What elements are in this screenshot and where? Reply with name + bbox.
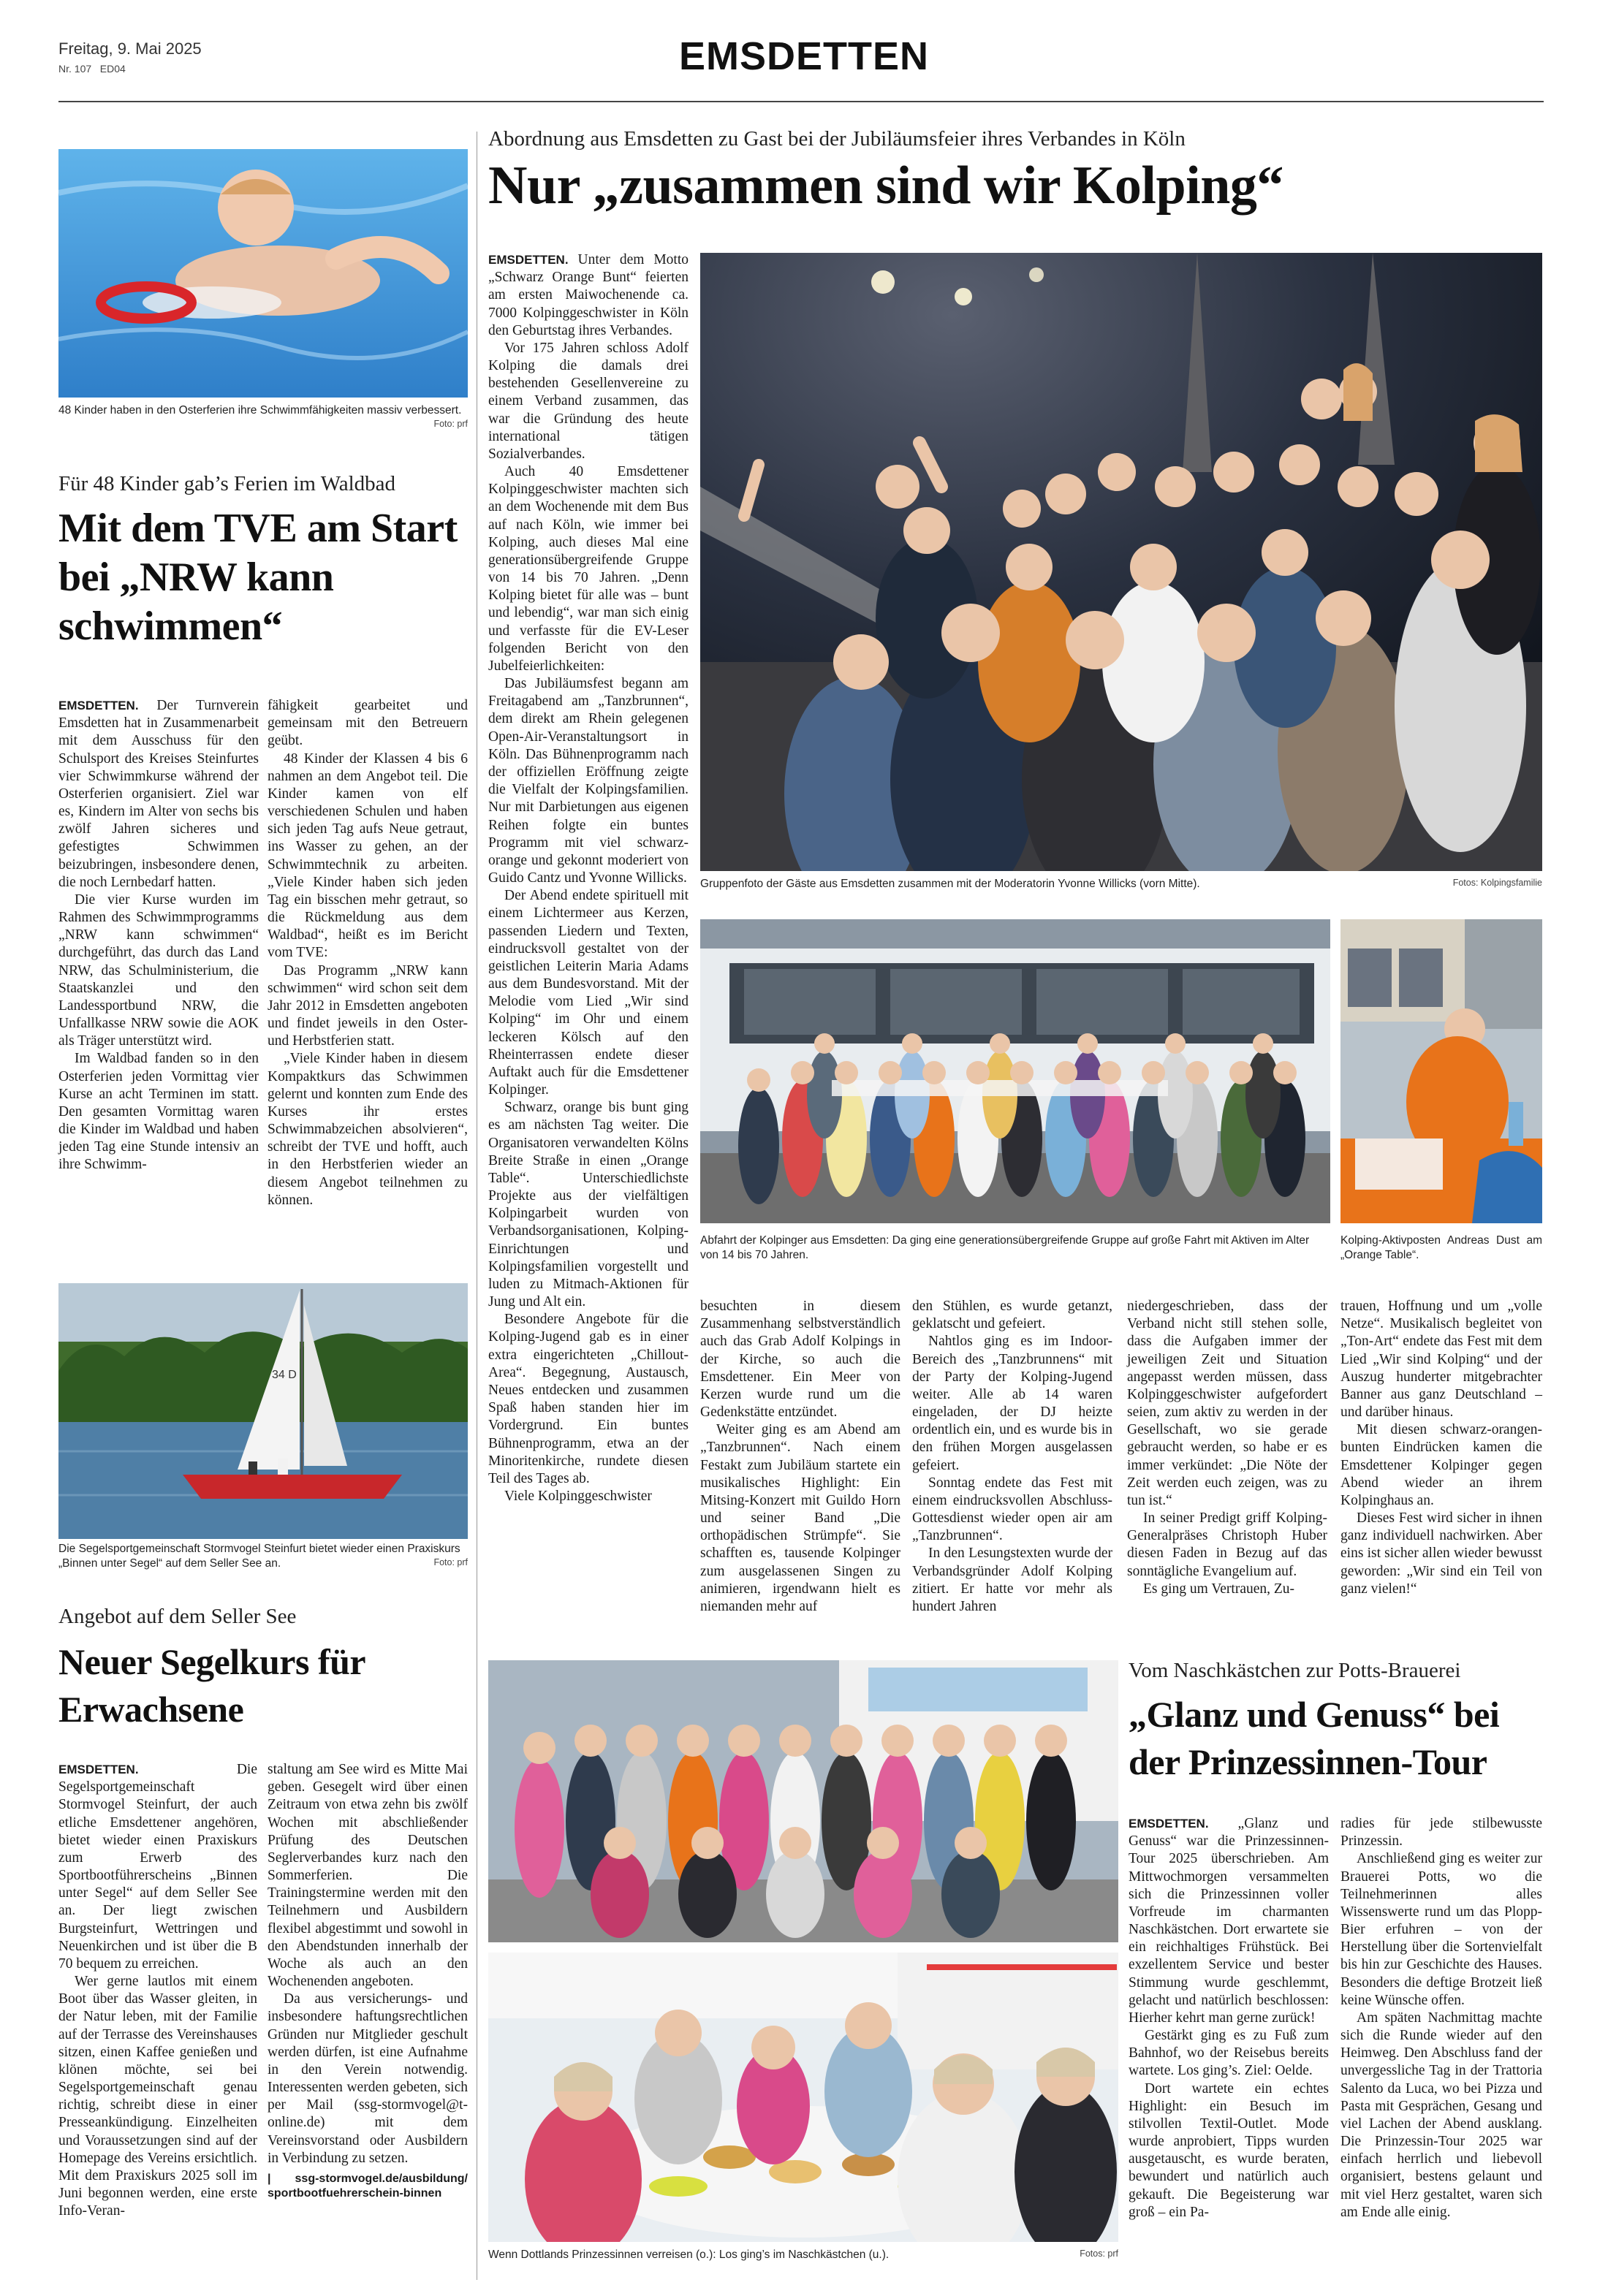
kolping-paragraph: Nahtlos ging es im Indoor-Bereich des „Tanzbrunnens“ mit der Party der Kolping-Jugend weiter. Alle ab 14 waren eingeladen, der DJ heizte ordentlich ein, und es wurde bis in den frühen Morgen ausgelassen gefeiert. <box>912 1334 1112 1473</box>
kolping-body-narrow <box>488 251 689 1505</box>
kolping-paragraph: Das Jubiläumsfest begann am Freitagabend am „Tanzbrunnen“, dem direkt am Rhein gelegenen Open-Air-Veranstaltungsort in Köln. Das Bühnenprogramm nach der offiziellen Eröffnung zeigte die Vielfalt der Kolpingsfamilien. Nur mit Darbietungen aus eigenen Reihen folgte ein buntes Programm mit viel schwarz-orange und gekonnt moderiert von Guido Cantz und Yvonne Willicks. <box>488 676 689 886</box>
kolping-bus-photo <box>700 919 1330 1223</box>
kolping-body-b3 <box>1127 1298 1327 1598</box>
swim-body-col1 <box>58 697 259 1174</box>
sail-paragraph: Die Segelsportgemeinschaft Stormvogel Steinfurt, der auch etliche Emsdettener angehören, bietet wieder einen Praxiskurs zum Erwerb des Sportbootführerscheins „Binnen unter Segel“ auf dem Seller See an. Der liegt zwischen Burgsteinfurt, Wettringen und Neuenkirchen und ist über die B 70 bequem zu erreichen. <box>58 1762 257 1972</box>
kolping-paragraph: trauen, Hoffnung und um „volle Netze“. Musikalisch begleitet von „Ton-Art“ endete das Fest mit dem Lied „Wir sind Kolping“ und der Auszug hunderter mitgebrachter Banner aus ganz Deutschland – und darüber hinaus. <box>1340 1299 1542 1421</box>
kolping-paragraph: Der Abend endete spirituell mit einem Lichtermeer aus Kerzen, passenden Liedern und Texten, eindrucksvoll gestaltet von der geistlichen Leiterin Maria Adams aus dem Bundesvorstand. Mit der Melodie vom Lied „Wir sind Kolping“ im Ohr und einem leckeren Kölsch auf den Rheinterrassen endete dieser Auftakt auch für die Emsdettener Kolpinger. <box>488 888 689 1098</box>
prinzess-kicker: Vom Naschkästchen zur Potts-Brauerei <box>1129 1659 1461 1682</box>
kolping-paragraph: besuchten in diesem Zusammenhang selbstverständlich auch das Grab Adolf Kolpings in der Kirche, so auch die Emsdettener. Ein Meer von Kerzen wurde rund um die Gedenkstätte entzündet. <box>700 1299 900 1421</box>
prinzess-body-col1 <box>1129 1815 1329 2221</box>
sail-paragraph: staltung am See wird es Mitte Mai geben. Gesegelt wird über einen Zeitraum von etwa zehn bis zwölf Wochen mit abschließender Prüfung des Deutschen Seglerverbandes kurz nach den Sommerferien. Die Trainingstermine werden mit den Teilnehmern und Ausbildern flexibel abgestimmt und sowohl in den Abendstunden innerhalb der Woche als auch an den Wochenenden angeboten. <box>268 1762 468 1990</box>
prinzess-paragraph: Dort wartete ein echtes Highlight: ein Besuch im stilvollen Textil-Outlet. Mode wurde anprobiert, Tipps wurden ausgetauscht, es wurde beraten, bewundert und natürlich auch gekauft. Die Begeisterung war groß – ein Pa- <box>1129 2080 1329 2220</box>
prinzess-paragraph: Anschließend ging es weiter zur Brauerei Potts, wo die Teilnehmerinnen alles Wissenswerte rund um das Plopp-Bier erfuhren – von der Herstellung über die Sortenvielfalt bis hin zur Geschichte des Hauses. Besonders die deftige Brotzeit ließ keine Wünsche offen. <box>1340 1851 1542 2008</box>
sail-number-text: 34 D <box>272 1369 297 1381</box>
kolping-paragraph: Sonntag endete das Fest mit einem eindrucksvollen Abschluss-Gottesdienst wieder open air am „Tanzbrunnen“. <box>912 1475 1112 1544</box>
swim-headline: Mit dem TVE am Start bei „NRW kann schwimmen“ <box>58 506 458 650</box>
sail-paragraph: Da aus versicherungs- und insbesondere haftungsrechtlichen Gründen nur Mitglieder geschult werden dürfen, ist eine Aufnahme in den Verein notwendig. Interessenten werden gebeten, sich per Mail (ssg-stormvogel@t-online.de) mit dem Vereinsvorstand oder Ausbildern in Verbindung zu setzen. <box>268 1991 468 2166</box>
kolping-group-photo <box>700 253 1542 871</box>
photo-credit: Foto: prf <box>433 1557 468 1568</box>
photo-credit: Fotos: Kolpingsfamilie <box>1452 878 1542 888</box>
swim-paragraph: Das Programm „NRW kann schwimmen“ wird schon seit dem Jahr 2012 in Emsdetten angeboten und findet jeweils in den Oster- und Herbstferien statt. <box>268 962 468 1049</box>
sail-body-col2 <box>268 1761 468 2201</box>
swim-paragraph: Die vier Kurse wurden im Rahmen des Schwimmprogramms „NRW kann schwimmen“ durchgeführt, das durch das Land NRW, das Schulministerium, die Staatskanzlei und den Landessportbund NRW, die Unfallkasse NRW sowie die AOK als Träger unterstützt wird. <box>58 892 259 1049</box>
section-title: EMSDETTEN <box>678 34 930 78</box>
masthead-issue: Nr. 107 ED04 <box>58 63 126 75</box>
photo-caption-text: 48 Kinder haben in den Osterferien ihre Schwimmfähigkeiten massiv verbessert. <box>58 404 462 417</box>
prinzess-body-col2 <box>1340 1815 1542 2221</box>
prinzess-paragraph: radies für jede stilbewusste Prinzessin. <box>1340 1816 1542 1850</box>
swim-paragraph: „Viele Kinder haben in diesem Kompaktkurs das Schwimmen gelernt und konnten zum Ende des Kurses ihr erstes Schwimmabzeichen absolvieren“, schreibt der TVE und hofft, auch in den Herbstferien wieder an diesem Angebot teilnehmen zu können. <box>268 1051 468 1208</box>
kolping-orange-table-photo <box>1340 919 1542 1223</box>
kolping-photo3-caption: Kolping-Aktivposten Andreas Dust am „Orange Table“. <box>1340 1234 1542 1262</box>
kolping-dateline: EMSDETTEN. <box>488 253 569 267</box>
kolping-paragraph: Besondere Angebote für die Kolping-Jugend gab es in einer extra eingerichteten „Chillout-Area“. Begegnung, Austausch, Neues entdecken und zusammen Spaß haben standen hier im Vordergrund. Ein buntes Bühnenprogramm, etwa an der Minoritenkirche, rundete diesen Teil des Tages ab. <box>488 1312 689 1486</box>
sail-photo-caption <box>58 1542 468 1571</box>
sail-kicker: Angebot auf dem Seller See <box>58 1605 297 1628</box>
prinzess-photo-caption <box>488 2248 1118 2262</box>
photo-credit: Foto: prf <box>433 419 468 430</box>
sail-photo <box>58 1283 468 1539</box>
swim-paragraph: Der Turnverein Emsdetten hat in Zusammenarbeit mit dem Ausschuss für den Schulsport des Kreises Steinfurtes vier Schwimmkurse während der Osterferien organisiert. Ziel war es, Kindern im Alter von sechs bis zwölf Jahren sicheres und gefestigtes Schwimmen beizubringen, insbesondere denen, die noch Lernbedarf hatten. <box>58 698 259 890</box>
prinzess-headline: „Glanz und Genuss“ bei der Prinzessinnen-Tour <box>1129 1694 1500 1782</box>
prinzess-paragraph: Am späten Nachmittag machte sich die Runde wieder auf den Heimweg. Den Abschluss fand der unvergessliche Tag in der Trattoria Salento da Luca, wo bei Pizza und Pasta mit Gesprächen, Gesang und viel Lachen der Abend ausklang. Die Prinzessin-Tour 2025 war einfach herrlich und liebevoll organisiert, bestens gelaunt und mit viel Herz gestaltet, waren sich am Ende alle einig. <box>1340 2010 1542 2220</box>
sail-headline: Neuer Segelkurs für Erwachsene <box>58 1641 365 1730</box>
swim-photo <box>58 149 468 398</box>
kolping-headline: Nur „zusammen sind wir Kolping“ <box>488 156 1283 216</box>
prinzess-paragraph: „Glanz und Genuss“ war die Prinzessinnen-Tour 2025 überschrieben. Am Mittwochmorgen versammelten sich die Prinzessinnen voller Vorfreude im charmanten Naschkästchen. Dort erwartete sie ein reichhaltiges Frühstück. Bei exzellentem Service und bester Stimmung wurde geschlemmt, gelacht und natürlich beschlossen: Hierher kehrt man gerne zurück! <box>1129 1816 1329 2026</box>
kolping-paragraph: Schwarz, orange bis bunt ging es am nächsten Tag weiter. Die Organisatoren verwandelten Kölns Breite Straße in einen „Orange Table“. Unterschiedlichste Projekte aus der vielfältigen Kolpingarbeit wurden von Verbandsorganisationen, Kolping-Einrichtungen und Kolpingsfamilien vorgestellt und luden zu Mitmach-Aktionen für Jung und Alt ein. <box>488 1100 689 1310</box>
kolping-paragraph: Auch 40 Emsdettener Kolpinggeschwister machten sich an dem Wochenende mit dem Bus auf nach Köln, wie immer bei Kolping, auch dieses Mal eine generationsübergreifende Gruppe von 14 bis 70 Jahren. „Denn Kolping bietet für alle was – bunt und lebendig“, war man sich einig und verfasste für die EV-Leser folgenden Bericht von den Jubelfeierlichkeiten: <box>488 464 689 674</box>
masthead-date: Freitag, 9. Mai 2025 <box>58 39 202 58</box>
swim-paragraph: fähigkeit gearbeitet und gemeinsam mit den Betreuern geübt. <box>268 698 468 749</box>
kolping-paragraph: Unter dem Motto „Schwarz Orange Bunt“ feierten am ersten Maiwochenende ca. 7000 Kolpinggeschwister in Köln den Geburtstag ihres Verbandes. <box>488 252 689 338</box>
kolping-paragraph: Es ging um Vertrauen, Zu- <box>1143 1581 1295 1597</box>
kolping-paragraph: Viele Kolpinggeschwister <box>504 1489 652 1505</box>
sail-link[interactable]: | ssg-stormvogel.de/ausbildung/ sportbootfuehrerschein-binnen <box>268 2172 468 2200</box>
swim-body-col2 <box>268 697 468 1209</box>
swim-kicker: Für 48 Kinder gab’s Ferien im Waldbad <box>58 472 396 495</box>
kolping-paragraph: Weiter ging es am Abend am „Tanzbrunnen“. Nach einem Festakt zum Jubiläum startete ein musikalisches Highlight: Ein Mitsing-Konzert mit Guildo Horn und seiner Band „Die orthopädischen Strümpfe“. Sie schafften es, tausende Kolpinger zum ausgelassenen Singen zu animieren, irgendwann hielt es niemanden mehr auf <box>700 1422 900 1614</box>
kolping-paragraph: In den Lesungstexten wurde der Verbandsgründer Adolf Kolping zitiert. Er hatte vor mehr als hundert Jahren <box>912 1546 1112 1614</box>
photo-caption-text: Wenn Dottlands Prinzessinnen verreisen (o.): Los ging’s im Naschkästchen (u.). <box>488 2249 890 2261</box>
masthead-rule <box>58 101 1544 102</box>
kolping-paragraph: Mit diesen schwarz-orangen-bunten Eindrücken kamen die Emsdettener Kolpinger gegen Abend wieder an ihrem Kolpinghaus an. <box>1340 1422 1542 1508</box>
kolping-paragraph: Vor 175 Jahren schloss Adolf Kolping die damals drei bestehenden Gesellenvereine zu einem Verband zusammen, das war die Gründung des heute international tätigen Sozialverbandes. <box>488 340 689 462</box>
swim-photo-caption <box>58 403 468 430</box>
swim-paragraph: 48 Kinder der Klassen 4 bis 6 nahmen an dem Angebot teil. Die Kinder kamen von elf verschiedenen Schulen und haben sich jeden Tag aufs Neue getraut, ins Wasser zu gehen, an der Schwimmtechnik zu arbeiten. „Viele Kinder haben sich jeden Tag ein bisschen mehr getraut, so die Rückmeldung aus dem Waldbad“, heißt es im Bericht vom TVE: <box>268 750 468 961</box>
sail-paragraph: Wer gerne lautlos mit einem Boot über das Wasser gleiten, in der Natur leben, mit der Familie auf der Terrasse des Vereinshauses sitzen, einen Kaffee genießen und klönen möchte, sei bei Segelsportgemeinschaft genau richtig, schreibt diese in einer Presseankündigung. Einzelheiten und Voraussetzungen sind auf der Homepage des Vereins ersichtlich. Mit dem Praxiskurs 2025 soll im Juni begonnen werden, eine erste Info-Veran- <box>58 1974 257 2219</box>
prinzess-group-photo <box>488 1660 1118 1942</box>
kolping-body-b2 <box>912 1298 1112 1616</box>
prinzess-dateline: EMSDETTEN. <box>1129 1817 1209 1831</box>
photo-caption-text: Gruppenfoto der Gäste aus Emsdetten zusammen mit der Moderatorin Yvonne Willicks (vorn Mitte). <box>700 878 1200 890</box>
prinzess-cafe-photo <box>488 1953 1118 2242</box>
kolping-body-b4 <box>1340 1298 1542 1598</box>
kolping-photo1-caption <box>700 877 1542 892</box>
sail-link-text[interactable]: ssg-stormvogel.de/ausbildung/ sportbootfuehrerschein-binnen <box>268 2172 468 2200</box>
sail-body-col1 <box>58 1761 257 2220</box>
kolping-paragraph: In seiner Predigt griff Kolping-Generalpräses Christoph Huber diesen Faden in Bezug auf das sonntägliche Evangelium auf. <box>1127 1510 1327 1579</box>
prinzess-paragraph: Gestärkt ging es zu Fuß zum Bahnhof, wo der Reisebus bereits wartete. Los ging’s. Ziel: Oelde. <box>1129 2028 1329 2079</box>
swim-paragraph: Im Waldbad fanden so in den Osterferien jeden Vormittag vier Kurse an acht Terminen im statt. Den gesamten Vormittag waren die Kinder im Waldbad und haben jeden Tag eine Stunde intensiv an ihre Schwimm- <box>58 1051 259 1173</box>
kolping-paragraph: niedergeschrieben, dass der Verband nicht still stehen solle, dass die Aufgaben immer der jeweiligen Zeit und Situation angepasst werden müssen, dass Kolpinggeschwister aufgefordert seien, zum aktiv zu werden in der Gesellschaft, wo sie gerade gebraucht werden, so habe er es immer verkündet: „Die Nöte der Zeit werden euch zeigen, was zu tun ist.“ <box>1127 1299 1327 1508</box>
photo-caption-text: Die Segelsportgemeinschaft Stormvogel Steinfurt bietet wieder einen Praxiskurs „Binnen unter Segel“ auf dem Seller See an. <box>58 1543 460 1570</box>
kolping-paragraph: den Stühlen, es wurde getanzt, geklatscht und gefeiert. <box>912 1299 1112 1332</box>
kolping-kicker: Abordnung aus Emsdetten zu Gast bei der Jubiläumsfeier ihres Verbandes in Köln <box>488 127 1186 151</box>
kolping-body-b1 <box>700 1298 900 1616</box>
swim-dateline: EMSDETTEN. <box>58 699 139 712</box>
kolping-paragraph: Dieses Fest wird sicher in ihnen ganz individuell nachwirken. Aber eins ist sicher allen wieder bewusst geworden: „Wir sind ein Teil von ganz vielen!“ <box>1340 1510 1542 1597</box>
sail-dateline: EMSDETTEN. <box>58 1763 139 1776</box>
photo-credit: Fotos: prf <box>1080 2249 1118 2259</box>
kolping-photo2-caption: Abfahrt der Kolpinger aus Emsdetten: Da ging eine generationsübergreifende Gruppe auf große Fahrt mit Aktiven im Alter von 14 bis 70 Jahren. <box>700 1234 1310 1262</box>
